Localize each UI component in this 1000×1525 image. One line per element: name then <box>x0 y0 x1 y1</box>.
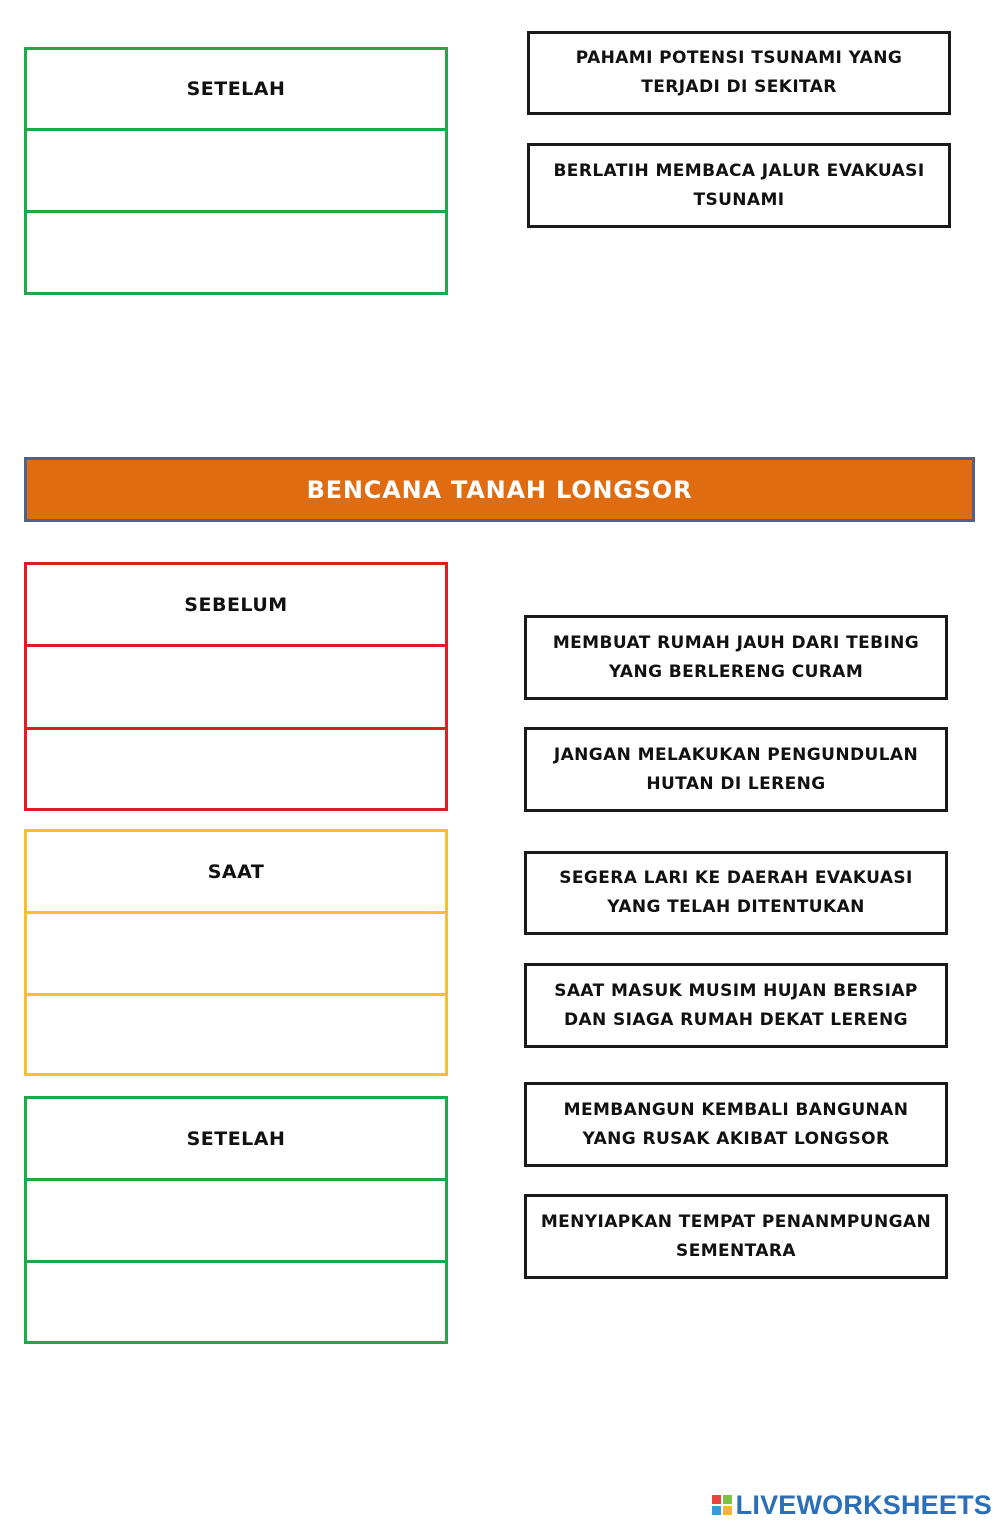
setelah-label: SETELAH <box>186 1127 286 1150</box>
answer-card-top-1[interactable] <box>527 31 951 115</box>
answer-card-1[interactable] <box>524 615 948 700</box>
sebelum-drop-zone-1[interactable] <box>24 644 448 730</box>
setelah-drop-zone-2[interactable] <box>24 1260 448 1344</box>
answer-card-3[interactable] <box>524 851 948 935</box>
answer-card-text: MEMBUAT RUMAH JAUH DARI TEBING YANG BERLERENG CURAM <box>552 632 920 682</box>
liveworksheets-logo-icon <box>712 1495 732 1515</box>
answer-card-text: PAHAMI POTENSI TSUNAMI YANG TERJADI DI SEKITAR <box>575 48 903 97</box>
answer-card-4[interactable] <box>524 963 948 1048</box>
setelah-header-box <box>24 1096 448 1181</box>
saat-header-box <box>24 829 448 914</box>
answer-card-text: JANGAN MELAKUKAN PENGUNDULAN HUTAN DI LERENG <box>553 744 919 794</box>
sebelum-drop-zone-2[interactable] <box>24 727 448 811</box>
section-title: BENCANA TANAH LONGSOR <box>306 475 693 504</box>
saat-label: SAAT <box>207 860 265 883</box>
saat-drop-zone-1[interactable] <box>24 911 448 996</box>
brand-name: LIVEWORKSHEETS <box>735 1489 992 1520</box>
setelah-drop-zone-top-2[interactable] <box>24 210 448 295</box>
answer-card-text: MEMBANGUN KEMBALI BANGUNAN YANG RUSAK AKIBAT LONGSOR <box>563 1099 909 1149</box>
answer-card-5[interactable] <box>524 1082 948 1167</box>
answer-card-top-2[interactable] <box>527 143 951 228</box>
sebelum-header-box <box>24 562 448 647</box>
answer-card-text: SEGERA LARI KE DAERAH EVAKUASI YANG TELAH DITENTUKAN <box>559 868 913 917</box>
setelah-label-top: SETELAH <box>186 78 286 100</box>
section-title-banner <box>24 457 975 522</box>
answer-card-text: BERLATIH MEMBACA JALUR EVAKUASI TSUNAMI <box>553 160 925 210</box>
sebelum-label: SEBELUM <box>184 593 288 616</box>
liveworksheets-branding[interactable] <box>712 1488 992 1522</box>
setelah-header-box-top <box>24 47 448 131</box>
answer-card-6[interactable] <box>524 1194 948 1279</box>
answer-card-text: MENYIAPKAN TEMPAT PENANMPUNGAN SEMENTARA <box>540 1211 932 1261</box>
saat-drop-zone-2[interactable] <box>24 993 448 1076</box>
answer-card-2[interactable] <box>524 727 948 812</box>
setelah-drop-zone-1[interactable] <box>24 1178 448 1263</box>
answer-card-text: SAAT MASUK MUSIM HUJAN BERSIAP DAN SIAGA RUMAH DEKAT LERENG <box>554 980 918 1030</box>
setelah-drop-zone-top-1[interactable] <box>24 128 448 213</box>
